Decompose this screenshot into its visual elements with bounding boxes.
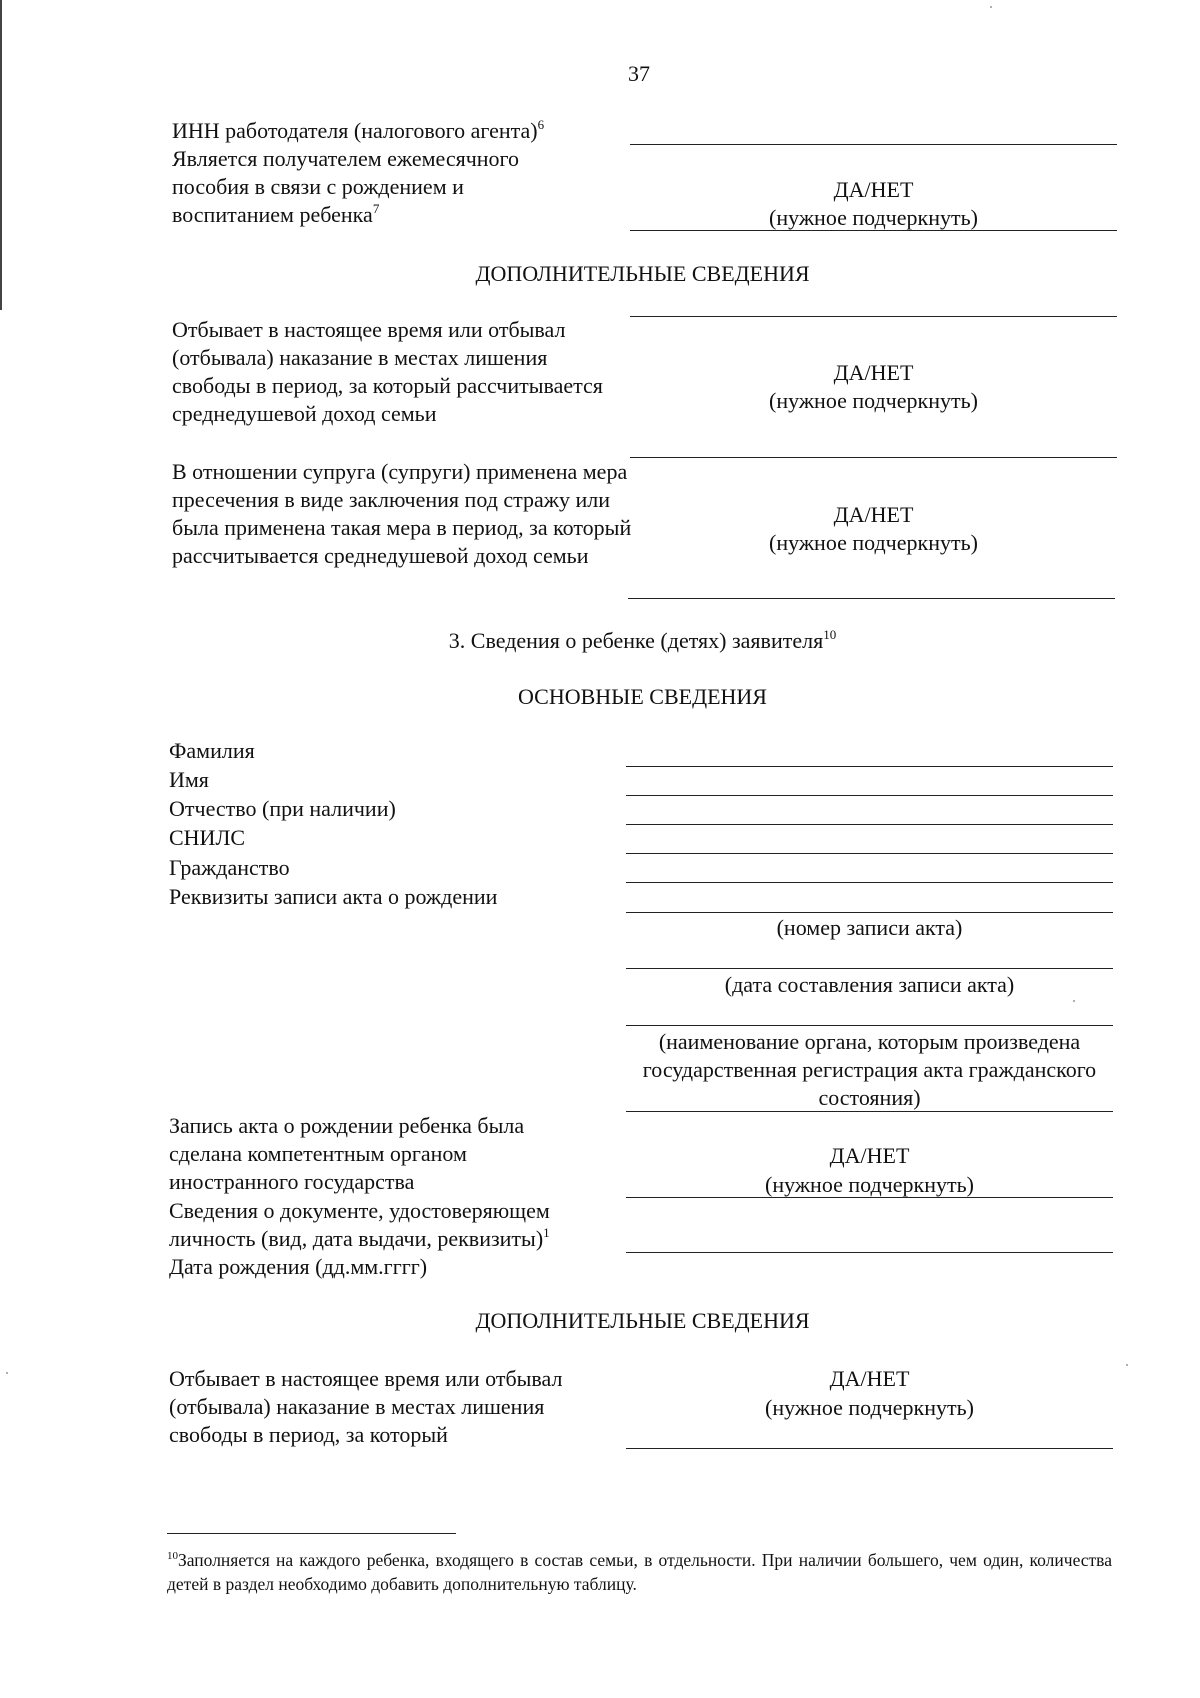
- child-prison-label: Отбывает в настоящее время или отбывал (отбывала) наказание в местах лишения свободы в период, за который: [169, 1366, 563, 1447]
- id-document-input-line[interactable]: [626, 1252, 1113, 1253]
- patronymic-input-line[interactable]: [626, 824, 1113, 825]
- footnote-separator: [167, 1533, 456, 1534]
- foreign-record-label: Запись акта о рождении ребенка была сделана компетентным органом иностранного государства: [169, 1113, 525, 1194]
- record-date-input-line[interactable]: [626, 968, 1113, 969]
- section-3-title: 3. Сведения о ребенке (детях) заявителя$^{10}$: [448, 627, 837, 653]
- additional-info-heading-2: ДОПОЛНИТЕЛЬНЫЕ СВЕДЕНИЯ: [475, 1308, 810, 1333]
- id-document-label: Сведения о документе, удостоверяющем личность (вид, дата выдачи, реквизиты)$^1$: [169, 1198, 550, 1251]
- prison-yes-no[interactable]: ДА/НЕТ: [833, 360, 914, 385]
- surname-input-line[interactable]: [626, 766, 1113, 767]
- scan-speck: [1073, 1000, 1075, 1002]
- child-prison-yes-no[interactable]: ДА/НЕТ: [829, 1366, 910, 1391]
- allowance-hint: (нужное подчеркнуть): [769, 205, 978, 230]
- page-number: 37: [628, 61, 650, 86]
- record-org-hint: (наименование органа, которым произведена государственная регистрация акта гражданского состояния): [642, 1029, 1097, 1110]
- scan-speck: [990, 6, 992, 8]
- snils-input-line[interactable]: [626, 853, 1113, 854]
- footnote-ref: 7: [372, 201, 380, 216]
- snils-label: СНИЛС: [169, 825, 246, 850]
- custody-line: [628, 598, 1115, 599]
- allowance-yes-no[interactable]: ДА/НЕТ: [833, 177, 914, 202]
- record-org-input-line[interactable]: [626, 1025, 1113, 1026]
- footnote-number: 10: [167, 1550, 178, 1562]
- record-org-line: [626, 1111, 1113, 1112]
- scan-speck: [1126, 1364, 1128, 1366]
- name-label: Имя: [169, 767, 209, 792]
- record-number-input-line[interactable]: [626, 912, 1113, 913]
- birth-record-label: Реквизиты записи акта о рождении: [169, 884, 498, 909]
- foreign-record-hint: (нужное подчеркнуть): [765, 1172, 974, 1197]
- footnote: $^{10}$Заполняется на каждого ребенка, входящего в состав семьи, в отдельности. При наличии большего, чем один, количества детей в раздел необходимо добавить дополнительную таблицу.: [167, 1550, 1112, 1594]
- citizenship-input-line[interactable]: [626, 882, 1113, 883]
- prison-hint: (нужное подчеркнуть): [769, 388, 978, 413]
- child-prison-line: [626, 1448, 1113, 1449]
- custody-label: В отношении супруга (супруги) применена мера пресечения в виде заключения под стражу или была применена такая мера в период, за который рассчитывается среднедушевой доход семьи: [172, 459, 632, 568]
- allowance-label: Является получателем ежемесячного пособия в связи с рождением и воспитанием ребенка$^7$: [172, 146, 520, 227]
- prison-label: Отбывает в настоящее время или отбывал (отбывала) наказание в местах лишения свободы в период, за который рассчитывается среднедушевой доход семьи: [172, 317, 603, 426]
- birth-date-label: Дата рождения (дд.мм.гггг): [169, 1254, 428, 1279]
- custody-hint: (нужное подчеркнуть): [769, 530, 978, 555]
- inn-label: ИНН работодателя (налогового агента)$^6$: [172, 117, 545, 143]
- footnote-ref: 10: [823, 627, 837, 642]
- basic-info-heading: ОСНОВНЫЕ СВЕДЕНИЯ: [518, 684, 767, 709]
- record-date-hint: (дата составления записи акта): [724, 972, 1015, 997]
- name-input-line[interactable]: [626, 795, 1113, 796]
- scan-speck: [6, 1372, 8, 1374]
- patronymic-label: Отчество (при наличии): [169, 796, 396, 821]
- surname-label: Фамилия: [169, 738, 255, 763]
- section-top-line: [630, 316, 1117, 317]
- citizenship-label: Гражданство: [169, 855, 290, 880]
- footnote-ref: 1: [543, 1225, 550, 1240]
- foreign-record-yes-no[interactable]: ДА/НЕТ: [829, 1143, 910, 1168]
- additional-info-heading: ДОПОЛНИТЕЛЬНЫЕ СВЕДЕНИЯ: [475, 261, 810, 286]
- inn-input-line[interactable]: [630, 144, 1117, 145]
- foreign-record-line: [626, 1197, 1113, 1198]
- prison-line: [630, 457, 1117, 458]
- allowance-line: [630, 230, 1117, 231]
- footnote-ref: 6: [537, 117, 545, 132]
- record-number-hint: (номер записи акта): [776, 915, 963, 940]
- custody-yes-no[interactable]: ДА/НЕТ: [833, 502, 914, 527]
- child-prison-hint: (нужное подчеркнуть): [765, 1395, 974, 1420]
